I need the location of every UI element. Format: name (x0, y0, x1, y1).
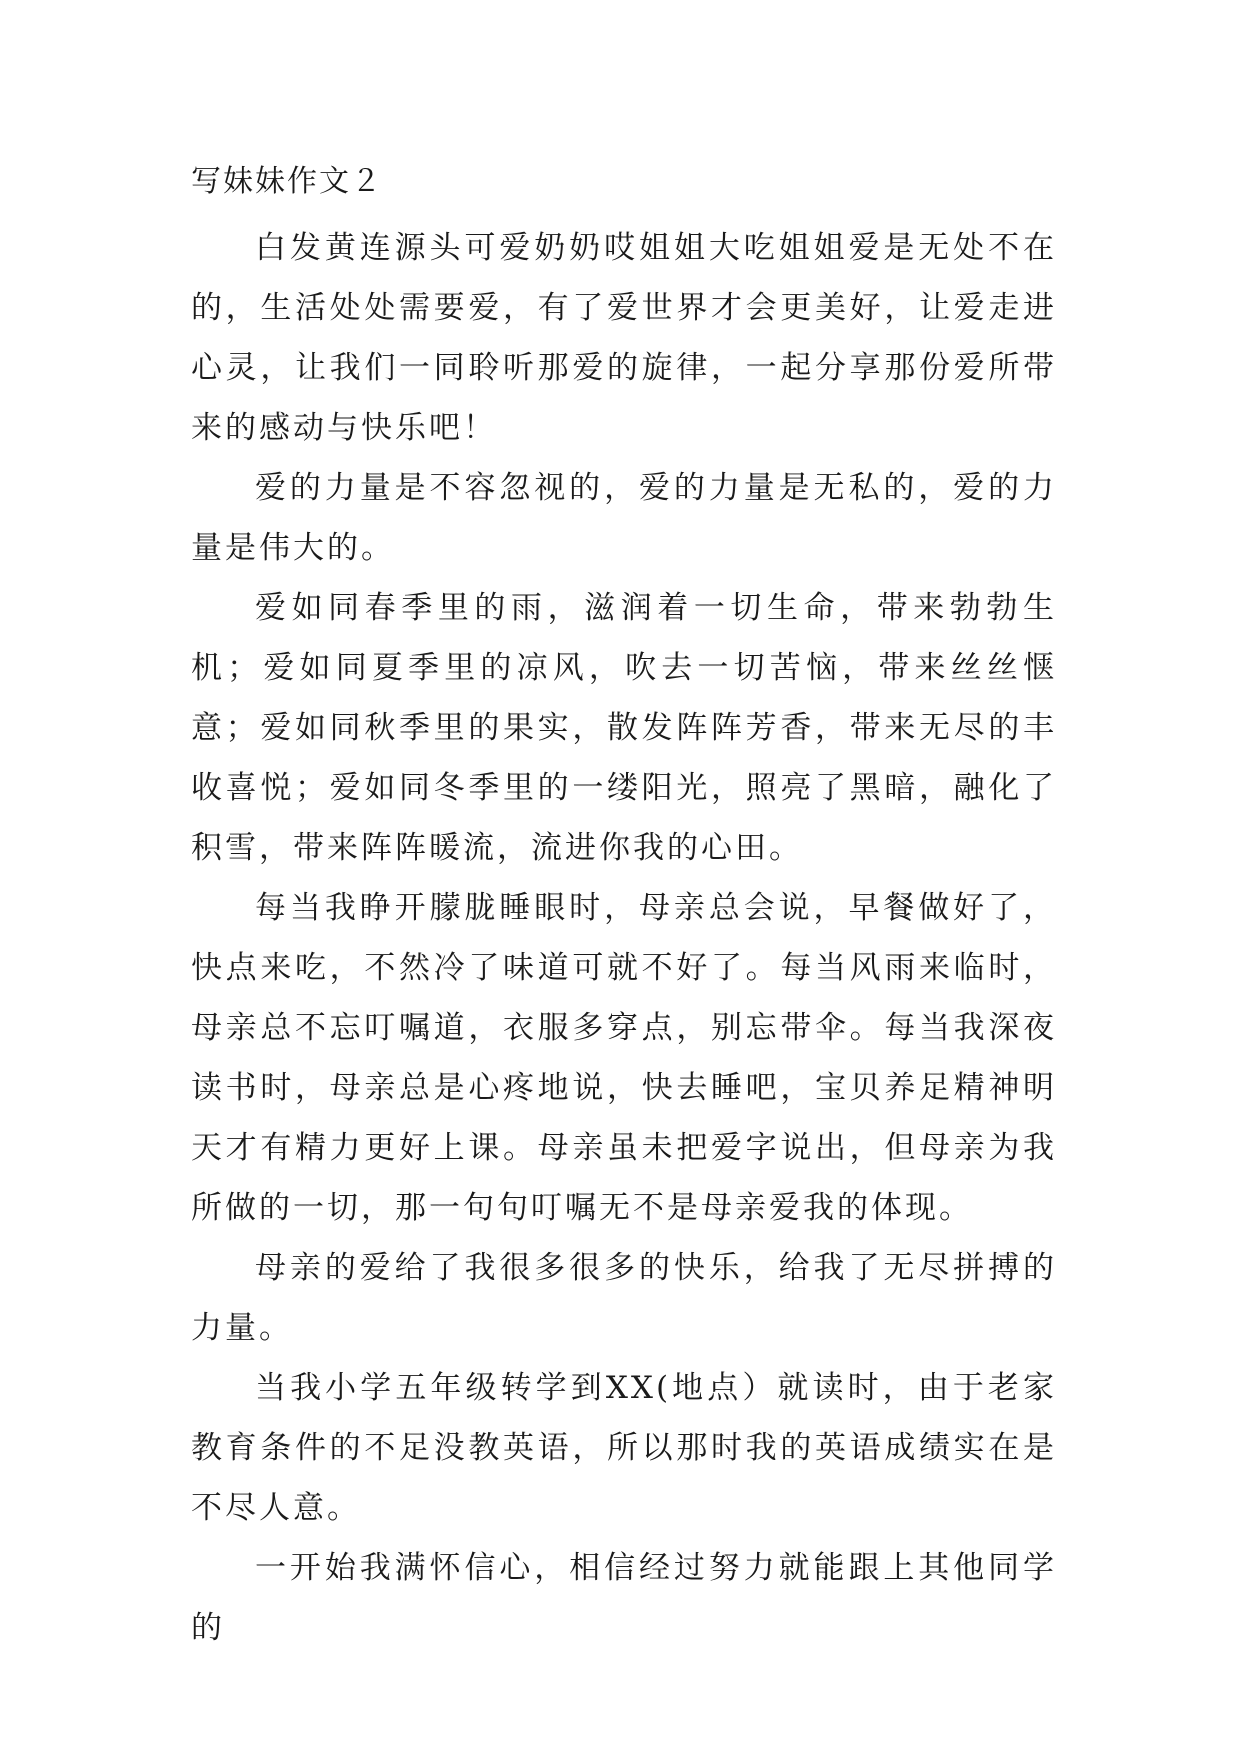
paragraph-4: 每当我睁开朦胧睡眼时，母亲总会说，早餐做好了，快点来吃，不然冷了味道可就不好了。每当风雨来临时，母亲总不忘叮嘱道，衣服多穿点，别忘带伞。每当我深夜读书时，母亲总是心疼地说，快去睡吧，宝贝养足精神明天才有精力更好上课。母亲虽未把爱字说出，但母亲为我所做的一切，那一句句叮嘱无不是母亲爱我的体现。 (191, 890, 1057, 1226)
paragraph-1: 白发黄连源头可爱奶奶哎姐姐大吃姐姐爱是无处不在的，生活处处需要爱，有了爱世界才会更美好，让爱走进心灵，让我们一同聆听那爱的旋律，一起分享那份爱所带来的感动与快乐吧！ (191, 230, 1057, 446)
paragraph-5: 母亲的爱给了我很多很多的快乐，给我了无尽拼搏的力量。 (191, 1250, 1057, 1346)
paragraph-6: 当我小学五年级转学到XX(地点）就读时，由于老家教育条件的不足没教英语，所以那时我的英语成绩实在是不尽人意。 (191, 1370, 1057, 1526)
paragraph-3: 爱如同春季里的雨，滋润着一切生命，带来勃勃生机；爱如同夏季里的凉风，吹去一切苦恼，带来丝丝惬意；爱如同秋季里的果实，散发阵阵芳香，带来无尽的丰收喜悦；爱如同冬季里的一缕阳光，照亮了黑暗，融化了积雪，带来阵阵暖流，流进你我的心田。 (191, 590, 1057, 866)
paragraph-2: 爱的力量是不容忽视的，爱的力量是无私的，爱的力量是伟大的。 (191, 470, 1057, 566)
paragraph-7: 一开始我满怀信心，相信经过努力就能跟上其他同学的 (191, 1550, 1057, 1646)
document-body (191, 160, 1057, 1658)
document-title: 写妹妹作文２ (191, 164, 383, 199)
